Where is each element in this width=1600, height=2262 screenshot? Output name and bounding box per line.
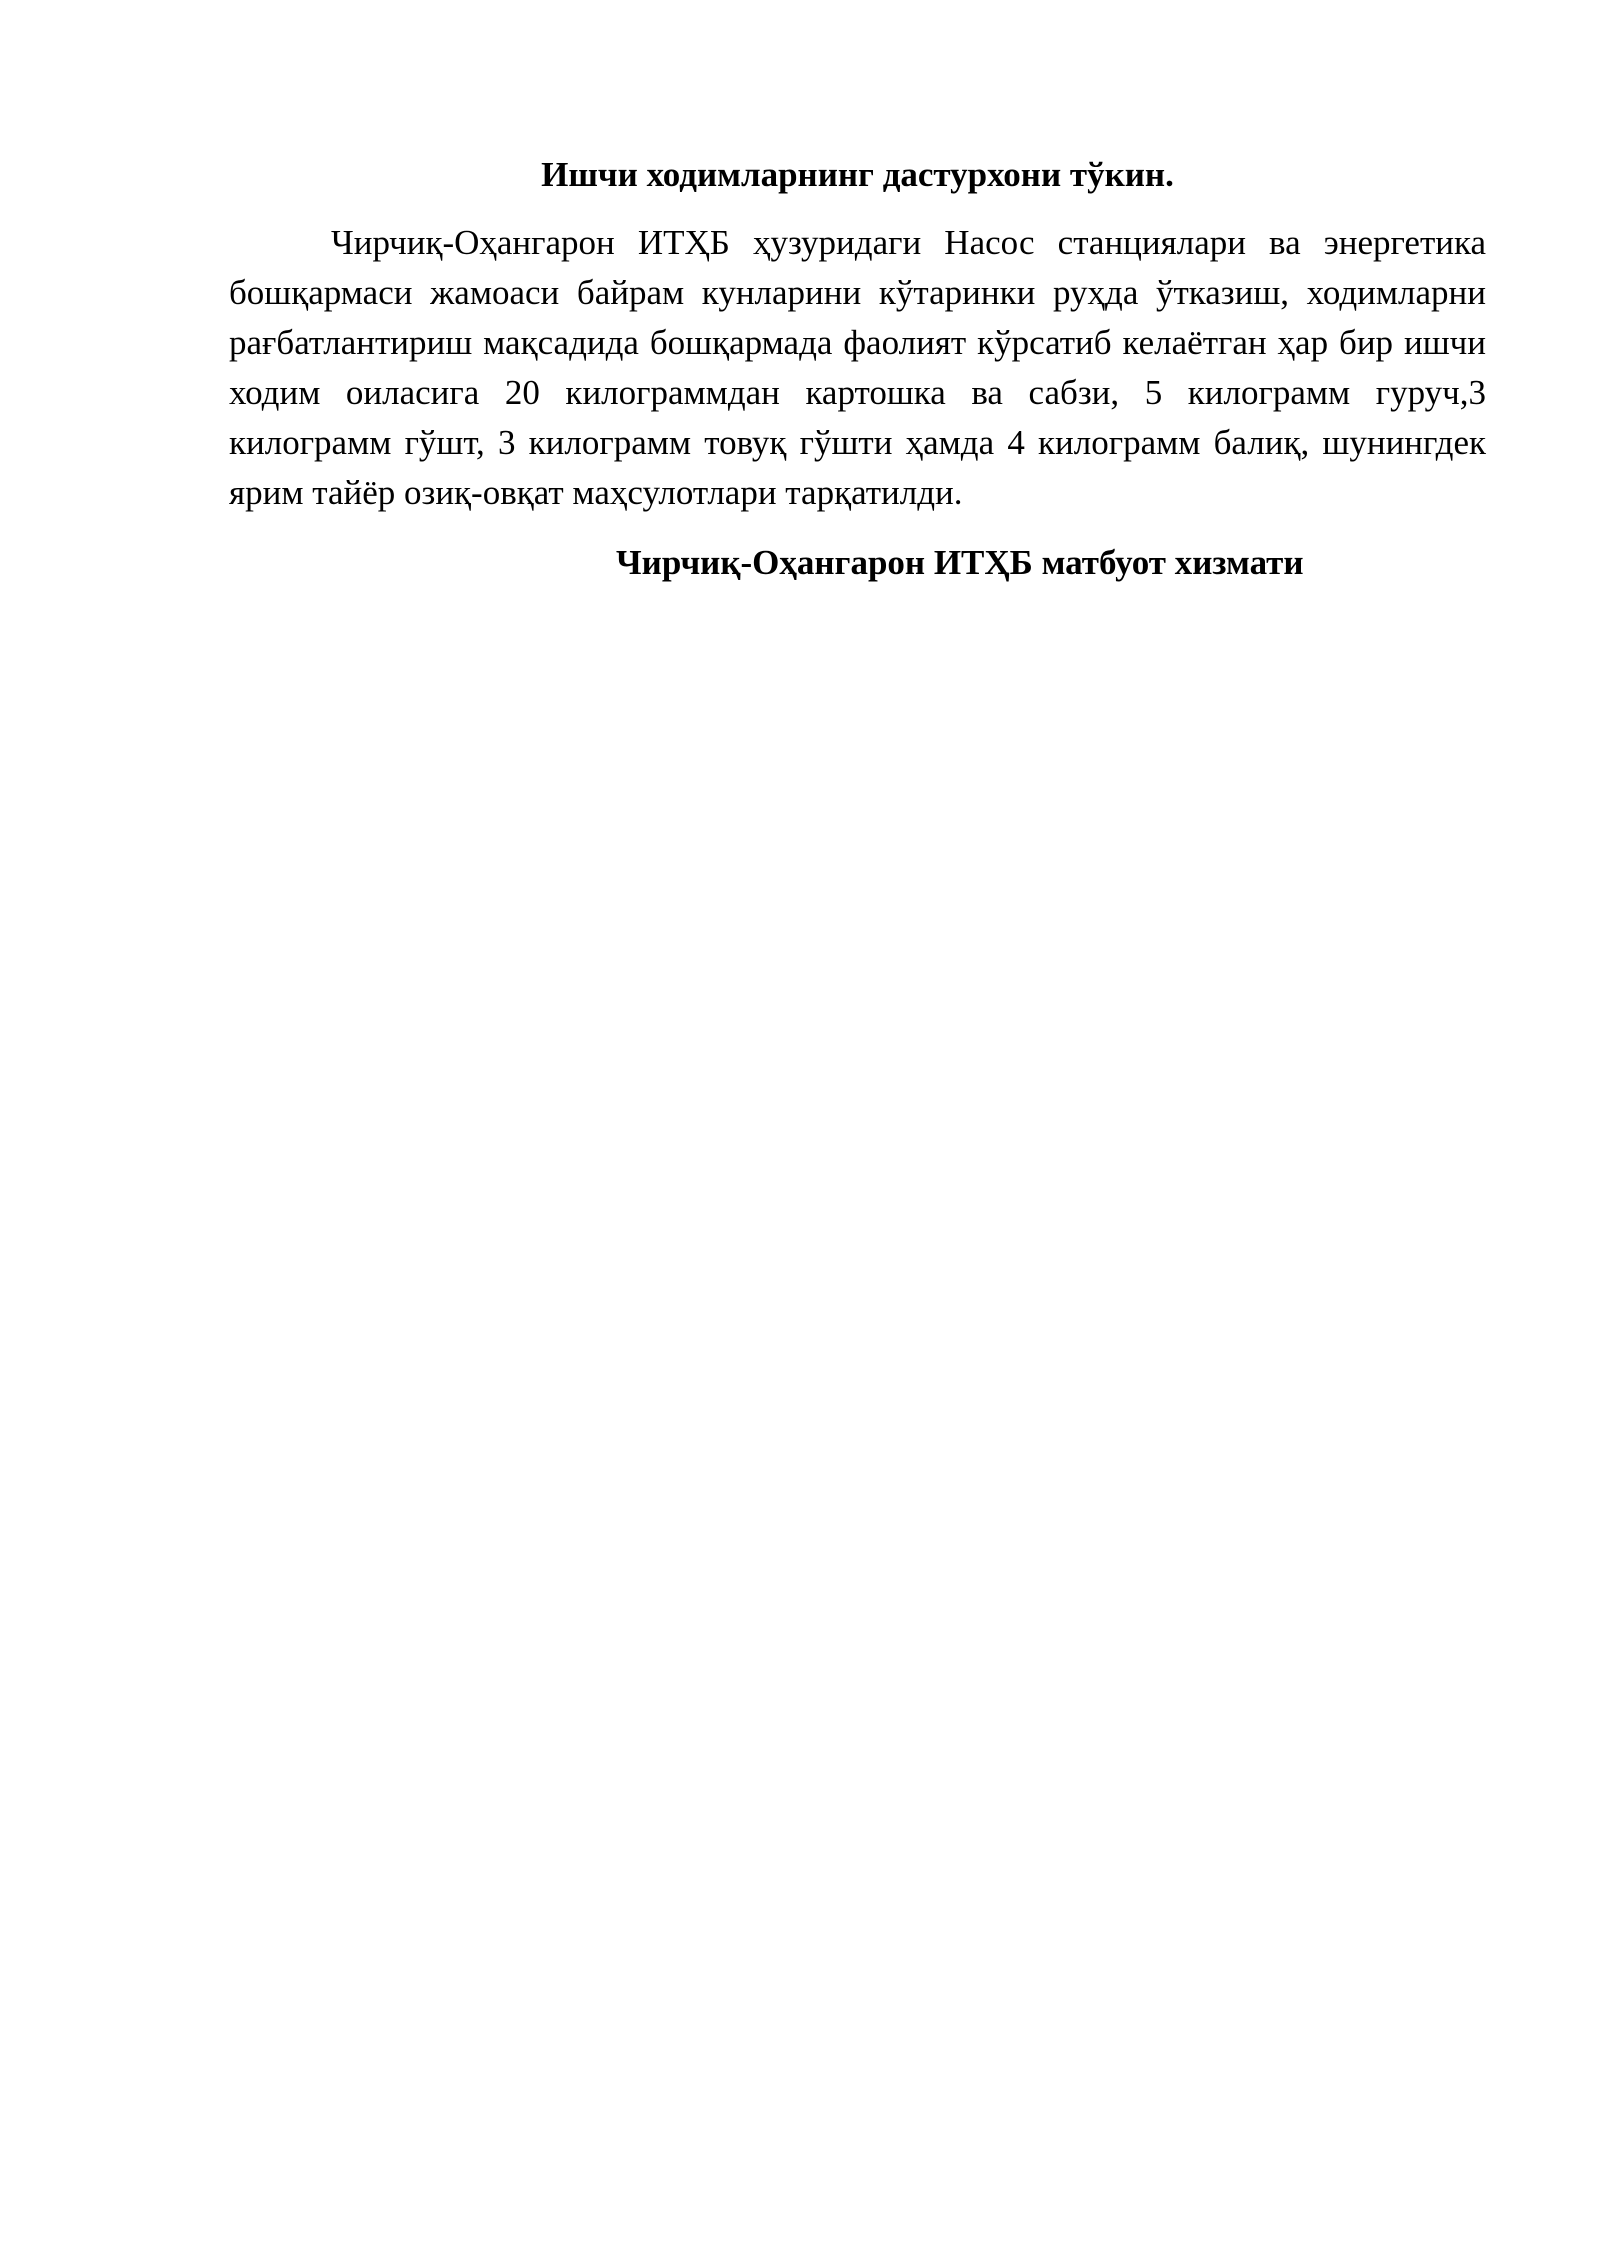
document-paragraph: Чирчиқ-Оҳангарон ИТҲБ ҳузуридаги Насос станциялари ва энергетика бошқармаси жамоаси байрам кунларини кўтаринки руҳда ўтказиш, ходимларни рағбатлантириш мақсадида бошқармада фаолият кўрсатиб келаётган ҳар бир ишчи ходим оиласига 20 килограммдан картошка ва сабзи, 5 килограмм гуруч,3 килограмм гўшт, 3 килограмм товуқ гўшти ҳамда 4 килограмм балиқ, шунингдек ярим тайёр озиқ-овқат маҳсулотлари тарқатилди. [229,223,1486,512]
document-title: Ишчи ходимларнинг дастурхони тўкин. [541,155,1174,194]
document-signature: Чирчиқ-Оҳангарон ИТҲБ матбуот хизмати [616,543,1304,582]
document-content [229,150,1486,588]
